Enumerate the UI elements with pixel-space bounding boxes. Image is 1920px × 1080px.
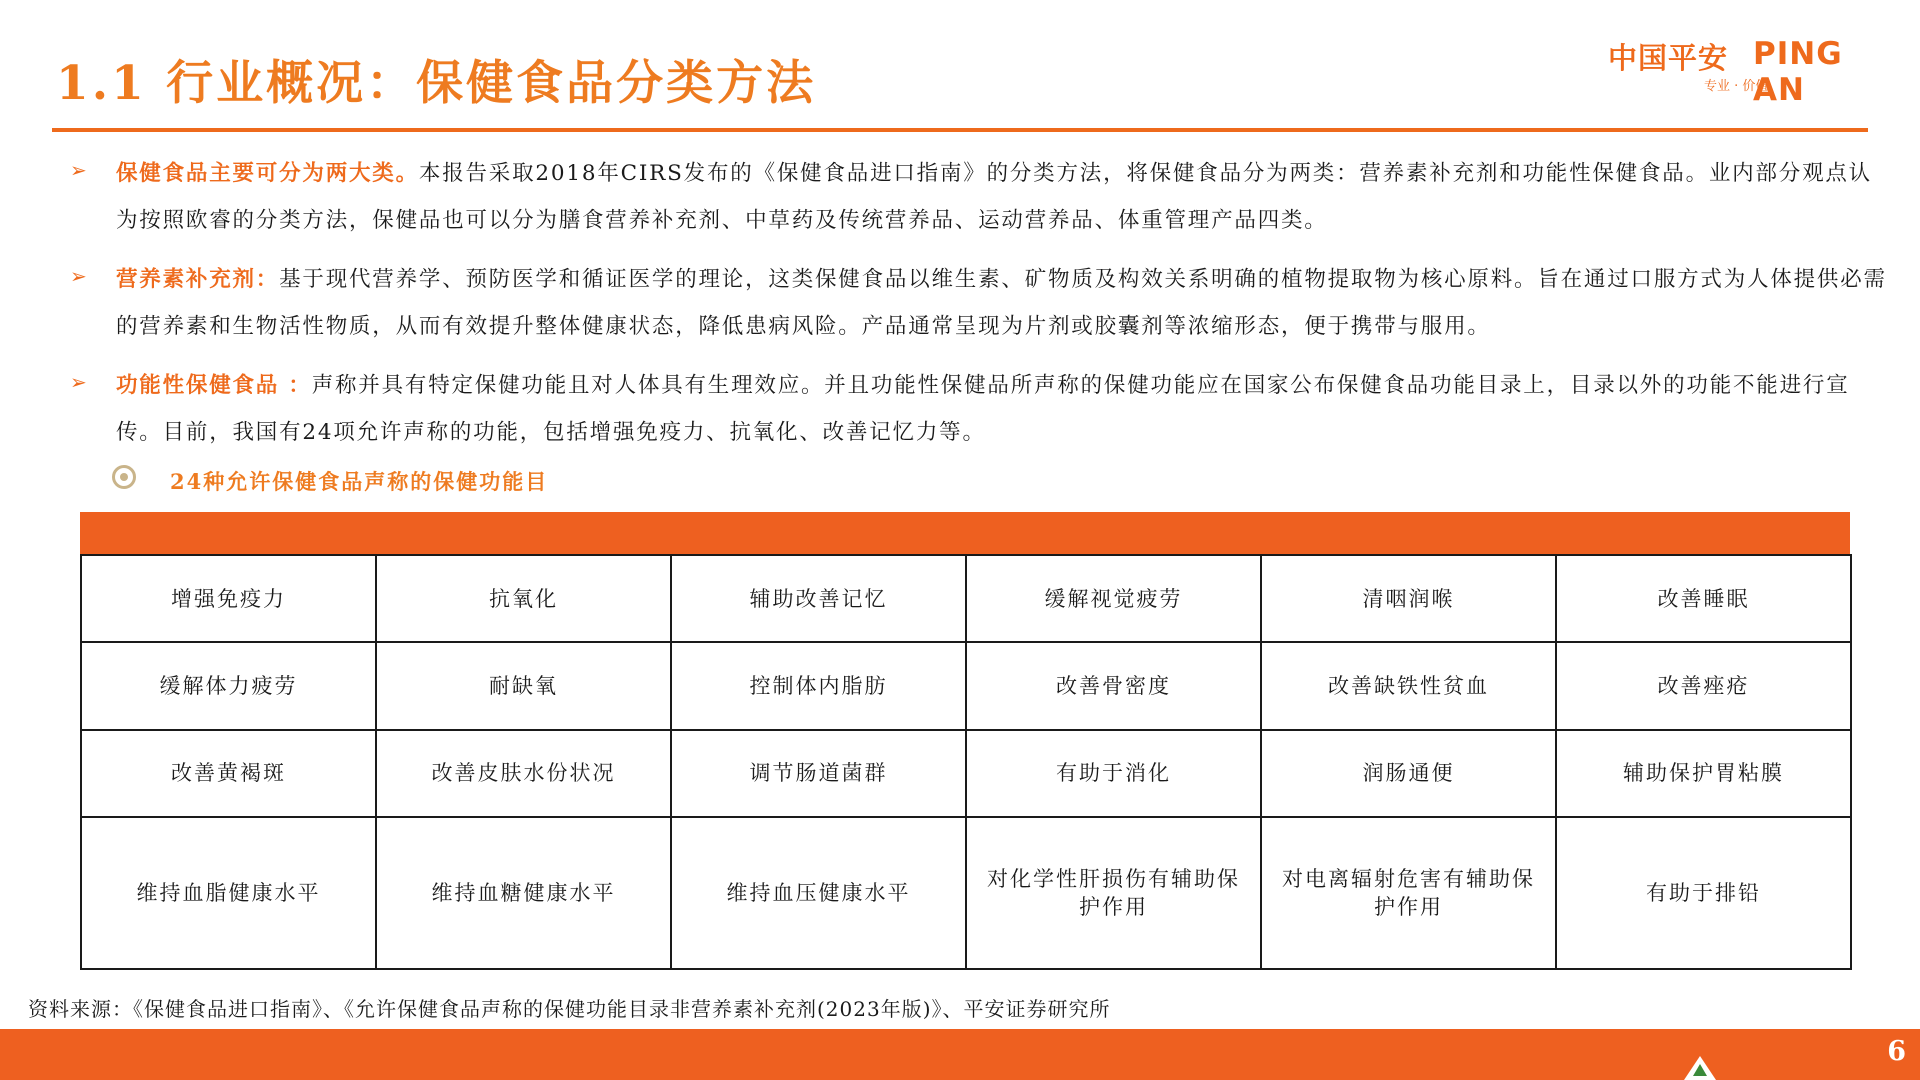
arrow-bullet-icon: ➢ <box>70 370 87 394</box>
logo-chinese-text: 中国平安 <box>1608 41 1729 75</box>
table-cell: 改善骨密度 <box>966 642 1261 729</box>
footer-triangle-icon <box>1684 1056 1716 1080</box>
table-row <box>81 817 1851 969</box>
page-title: 1.1 行业概况：保健食品分类方法 <box>56 56 817 111</box>
health-functions-table <box>80 554 1852 970</box>
table-cell: 增强免疫力 <box>81 555 376 642</box>
table-cell: 改善黄褐斑 <box>81 730 376 817</box>
table-cell: 耐缺氧 <box>376 642 671 729</box>
table-cell: 有助于消化 <box>966 730 1261 817</box>
bullet-paragraph <box>116 150 1890 244</box>
logo-english-text: PING AN <box>1753 36 1843 108</box>
table-cell: 对电离辐射危害有辅助保护作用 <box>1261 817 1556 969</box>
table-cell: 辅助改善记忆 <box>671 555 966 642</box>
bullet-body: 基于现代营养学、预防医学和循证医学的理论，这类保健食品以维生素、矿物质及构效关系明确的植物提取物为核心原料。旨在通过口服方式为人体提供必需的营养素和生物活性物质，从而有效提升整体健康状态，降低患病风险。产品通常呈现为片剂或胶囊剂等浓缩形态，便于携带与服用。 <box>116 267 1887 339</box>
table-cell: 润肠通便 <box>1261 730 1556 817</box>
bullet-item <box>70 150 1890 244</box>
table-caption-text: 24种允许保健食品声称的保健功能目 <box>170 469 549 494</box>
bullet-paragraph <box>116 256 1890 350</box>
table-cell: 改善皮肤水份状况 <box>376 730 671 817</box>
table-row <box>81 730 1851 817</box>
logo-slogan: 专业 · 价值 <box>1704 79 1769 94</box>
bullet-list <box>70 150 1890 468</box>
table-cell: 有助于排铅 <box>1556 817 1851 969</box>
table-cell: 维持血糖健康水平 <box>376 817 671 969</box>
table-cell: 改善睡眠 <box>1556 555 1851 642</box>
table-cell: 改善缺铁性贫血 <box>1261 642 1556 729</box>
table-row <box>81 642 1851 729</box>
page-number: 6 <box>1887 1036 1906 1067</box>
table-cell: 对化学性肝损伤有辅助保护作用 <box>966 817 1261 969</box>
table-row <box>81 555 1851 642</box>
bullet-lead: 保健食品主要可分为两大类。 <box>116 161 419 186</box>
source-note: 资料来源：《保健食品进口指南》、《允许保健食品声称的保健功能目录非营养素补充剂(2023年版)》、平安证券研究所 <box>28 997 1111 1021</box>
table-cell: 改善痤疮 <box>1556 642 1851 729</box>
table-cell: 清咽润喉 <box>1261 555 1556 642</box>
bullet-body: 本报告采取2018年CIRS发布的《保健食品进口指南》的分类方法，将保健食品分为两类：营养素补充剂和功能性保健食品。业内部分观点认为按照欧睿的分类方法，保健品也可以分为膳食营养补充剂、中草药及传统营养品、运动营养品、体重管理产品四类。 <box>116 161 1872 233</box>
table-cell: 缓解视觉疲劳 <box>966 555 1261 642</box>
table-cell: 抗氧化 <box>376 555 671 642</box>
table-cell: 辅助保护胃粘膜 <box>1556 730 1851 817</box>
pingan-logo <box>1608 36 1898 108</box>
table-cell: 控制体内脂肪 <box>671 642 966 729</box>
bullet-item <box>70 362 1890 456</box>
arrow-bullet-icon: ➢ <box>70 158 87 182</box>
arrow-bullet-icon: ➢ <box>70 264 87 288</box>
bullet-lead: 营养素补充剂： <box>116 267 280 292</box>
bullet-body: 声称并具有特定保健功能且对人体具有生理效应。并且功能性保健品所声称的保健功能应在国家公布保健食品功能目录上，目录以外的功能不能进行宣传。目前，我国有24项允许声称的功能，包括增强免疫力、抗氧化、改善记忆力等。 <box>116 373 1850 445</box>
bullet-item <box>70 256 1890 350</box>
table-cell: 缓解体力疲劳 <box>81 642 376 729</box>
bullet-paragraph <box>116 362 1890 456</box>
table-cell: 维持血压健康水平 <box>671 817 966 969</box>
bullet-lead: 功能性保健食品 ： <box>116 373 312 398</box>
radio-bullet-icon <box>112 465 136 489</box>
table-cell: 调节肠道菌群 <box>671 730 966 817</box>
title-divider <box>52 128 1868 132</box>
table-header-bar <box>80 512 1850 554</box>
footer-bar <box>0 1029 1920 1080</box>
table-cell: 维持血脂健康水平 <box>81 817 376 969</box>
